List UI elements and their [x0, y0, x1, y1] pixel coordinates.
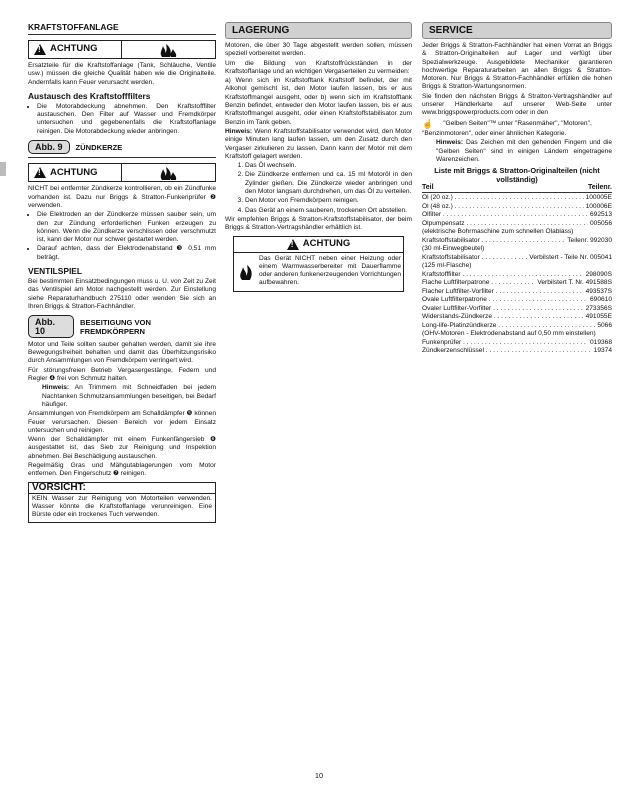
part-number: 692513 — [589, 211, 612, 219]
warning-box-spark — [28, 163, 216, 182]
service-note — [422, 139, 612, 164]
warning-triangle-icon: ! — [34, 167, 46, 178]
table-row — [422, 237, 612, 246]
part-name: Kraftstoffstabilisator . . . — [422, 254, 527, 263]
warning-text: Das Gerät NICHT neben einer Heizung oder einem Warmwasserbereiter mit Dauerflamme oder anderen funkenerzeugenden Vorrichtungen aufbewahren. — [259, 254, 401, 287]
table-row — [422, 322, 612, 331]
part-number: 005056 — [589, 219, 612, 227]
part-number — [610, 262, 612, 271]
warning-box-fuel — [28, 40, 216, 59]
storage-note — [225, 128, 412, 161]
part-name: (30 ml-Einwegbeutel) — [422, 245, 485, 253]
table-row — [422, 254, 612, 263]
parts-table — [422, 194, 612, 356]
part-name: (125 ml-Flasche) — [422, 262, 472, 270]
part-number: 690610 — [589, 296, 612, 304]
section-title-spark-plug: ZÜNDKERZE — [75, 142, 123, 152]
table-row — [422, 288, 612, 297]
note-text: Wenn Kraftstoffstabilisator verwendet wird, den Motor einige Minuten lang laufen lassen, um den Zusatz durch den Vergaser zirkulieren zu lassen. Dann kann der Motor mit dem Kraftstoff gelagert werden. — [225, 127, 412, 160]
storage-steps — [225, 162, 412, 215]
debris-text: Motor und Teile sollten sauber gehalten werden, damit sie ihre Bewegungsfreiheit behalten und damit das Überhitzungsrisiko durch Ansammlungen von Fremdkörpern verringert wird. — [28, 340, 216, 365]
caution-text: KEIN Wasser zur Reinigung von Motorteilen verwenden. Wasser könnte die Kraftstoffanlage verunreinigen. Eine Bürste oder ein trockenes Tuch verwenden. — [32, 494, 212, 519]
parts-table-header — [422, 184, 612, 193]
section-title-valve-clearance: VENTILSPIEL — [28, 266, 82, 277]
table-row — [422, 330, 612, 339]
side-tab-marker — [0, 162, 6, 176]
debris-text: Für störungsfreien Betrieb Vergasergestänge, Federn und Regler ❹ frei von Schmutz halten. — [28, 366, 216, 383]
part-number: Teilenr. 992030 — [567, 236, 612, 244]
part-name: Long-life-Platinzündkerze . . . — [422, 322, 595, 331]
divider — [28, 34, 216, 35]
debris-text: Ansammlungen von Fremdkörpern am Schalldämpfer ❺ können Feuer verursachen. Diesen Bereich vor jedem Einsatz untersuchen und reinigen. — [28, 410, 216, 434]
table-row — [422, 279, 612, 288]
part-number: Verbilstert - Teile Nr. 005041 — [529, 253, 612, 261]
caution-box — [28, 482, 216, 523]
table-row — [422, 339, 612, 348]
list-item: • Darauf achten, dass der Elektrodenabstand ❸ 0,51 mm beträgt. — [37, 245, 216, 262]
part-name: Öl (20 oz.) . . . — [422, 194, 584, 203]
table-row — [422, 220, 612, 229]
note-label: Hinweis: — [436, 139, 464, 147]
yellow-pages-text: "Gelben Seiten"™ unter "Rasenmäher", "Motoren", — [443, 119, 592, 127]
fuel-system-text: Ersatzteile für die Kraftstoffanlage (Tank, Schläuche, Ventile usw.) müssen die gleiche Qualität haben wie die Originalteile. Andernfalls kann Feuer verursacht werden. — [28, 62, 216, 86]
part-number: 273356S — [585, 304, 612, 312]
part-number — [610, 330, 612, 339]
list-item: 1. Das Öl wechseln. — [245, 162, 412, 170]
section-title-service: SERVICE — [422, 22, 612, 39]
part-name: Kraftstoffstabilisator . . . — [422, 237, 565, 246]
part-name: Kraftstofffilter . . . — [422, 271, 584, 280]
note-text: An Trimmern mit Schneidfaden bei jedem Nachtanken Schmutzansammlungen beseitigen, bei Bedarf häufiger. — [42, 384, 216, 408]
table-row — [422, 313, 612, 322]
note-label: Hinweis: — [42, 384, 70, 392]
table-row — [422, 347, 612, 356]
service-text: "Benzinmotoren", oder einer ähnlichen Kategorie. — [422, 129, 567, 137]
walking-fingers-icon: ☝ — [422, 118, 434, 129]
warning-triangle-icon: ! — [287, 239, 299, 250]
debris-text: Regelmäßig Gras und Mähgutablagerungen vom Motor entfernen. Den Fingerschutz ❼ reinigen. — [28, 461, 216, 478]
part-name: Widerstands-Zündkerze . . . — [422, 313, 584, 322]
fuel-filter-list — [28, 103, 216, 136]
part-name: Ölfilter . . . — [422, 211, 588, 220]
debris-note — [28, 384, 216, 409]
caution-title: VORSICHT: — [29, 483, 215, 494]
figure-label: Abb. 9 — [28, 140, 70, 154]
warning-triangle-icon: ! — [34, 44, 46, 55]
divider — [28, 157, 216, 158]
spark-plug-list — [28, 211, 216, 262]
part-number: Verbilstert T. Nr. 491588S — [537, 279, 612, 287]
part-name: Ovale Luftfilterpatrone . . . — [422, 296, 588, 305]
list-item: • Die Motorabdeckung abnehmen. Den Kraftstofffilter austauschen. Den Filter auf Wasser und Fremdkörper untersuchen und gegebenenfalls die Kraftstoffanlage reinigen. Die Motorabdeckung wieder anbringen. — [37, 103, 216, 136]
part-number: 019368 — [589, 338, 612, 346]
table-row — [422, 262, 612, 271]
fire-icon — [122, 43, 215, 57]
column-left — [28, 22, 216, 523]
part-name: (elektrische Bohrmaschine zum schnellen Ölablass) — [422, 228, 574, 236]
part-number: 100006E — [585, 202, 612, 210]
part-number: 491055E — [585, 313, 612, 321]
table-row — [422, 203, 612, 212]
table-row — [422, 228, 612, 237]
table-row — [422, 271, 612, 280]
part-name: Zündkerzenschlüssel . . . — [422, 347, 592, 356]
column-right — [422, 22, 612, 356]
column-middle — [225, 22, 412, 294]
part-number: 100005E — [585, 194, 612, 202]
section-title-kraftstoffanlage: KRAFTSTOFFANLAGE — [28, 22, 119, 32]
service-text: Sie finden den nächsten Briggs & Stratton-Vertragshändler auf unserer Händlerkarte auf unserer Web-Seite unter www.briggspowerproducts.com oder in den — [422, 92, 612, 117]
table-row — [422, 296, 612, 305]
warning-label: ACHTUNG — [50, 43, 98, 55]
part-number — [610, 245, 612, 254]
storage-text: Wir empfehlen Briggs & Stratton-Kraftstoffstabilisator, der beim Briggs & Stratton-Vertragshändler erhältlich ist. — [225, 215, 412, 232]
list-item: 2. Die Zündkerze entfernen und ca. 15 ml Motoröl in den Zylinder gießen. Die Zündkerze wieder anbringen und den Motor langsam durchdrehen, um das Öl zu verteilen. — [245, 171, 412, 196]
part-name: Ölpumpensatz . . . — [422, 220, 588, 229]
part-name: Ovaler Luftfilter-Vorfilter . . . — [422, 305, 584, 314]
part-name: Flacher Luftfilter-Vorfilter . . . — [422, 288, 584, 297]
list-item: 3. Den Motor von Fremdkörpern reinigen. — [245, 197, 412, 205]
list-item: • Die Elektroden an der Zündkerze müssen sauber sein, um den zur Zündung erforderlichen Funken erzeugen zu können. Wenn die Zündkerze verschlissen oder verschmutzt ist, kann der Motor nur schwer gestartet werden. — [37, 211, 216, 244]
parts-list-title: Liste mit Briggs & Stratton-Originalteilen (nicht vollständig) — [434, 166, 600, 185]
table-row — [422, 211, 612, 220]
fire-icon — [236, 255, 256, 289]
warning-box-storage — [233, 236, 404, 292]
part-name: Funkenprüfer . . . — [422, 339, 588, 348]
section-title-storage: LAGERUNG — [225, 22, 412, 39]
part-name: Öl (48 oz.) . . . — [422, 203, 584, 212]
note-label: Hinweis: — [225, 127, 253, 135]
table-row — [422, 245, 612, 254]
section-title-fuel-filter: Austausch des Kraftstofffilters — [28, 90, 151, 101]
table-row — [422, 305, 612, 314]
storage-text: Um die Bildung von Kraftstoffrückständen in der Kraftstoffanlage und an wichtigen Vergaserteilen zu vermeiden: — [225, 59, 412, 75]
yellow-pages-line — [422, 120, 612, 128]
note-text: Das Zeichen mit den gehenden Fingern und die "Gelben Seiten" sind in einigen Ländern eingetragene Warenzeichen. — [436, 139, 612, 163]
fire-icon — [122, 166, 215, 180]
warning-label: ACHTUNG — [302, 237, 351, 249]
column-header-part: Teil — [422, 184, 434, 192]
figure-ref-9 — [28, 140, 216, 154]
valve-clearance-text: Bei bestimmten Einsatzbedingungen muss u. U. von Zeit zu Zeit das Ventilspiel am Motor nachgestellt werden. Zur Einstellung siehe Reparaturhandbuch 275110 oder wenden Sie sich an Ihren Briggs & Stratton-Fachhändler. — [28, 278, 216, 310]
part-number — [610, 228, 612, 237]
debris-text: Wenn der Schalldämpfer mit einem Funkenfängersieb ❻ ausgestattet ist, das Sieb zur Reinigung und Inspektion abnehmen. Bei Beschädigung austauschen. — [28, 436, 216, 460]
spark-plug-text: NICHT bei entfernter Zündkerze kontrollieren, ob ein Zündfunke vorhanden ist. Dazu nur Briggs & Stratton-Funkenprüfer ❷ verwenden. — [28, 185, 216, 209]
storage-text: Motoren, die über 30 Tage abgestellt werden sollen, müssen speziell vorbereitet werden. — [225, 42, 412, 58]
column-header-number: Teilenr. — [588, 184, 612, 192]
figure-ref-10 — [28, 315, 216, 338]
part-number: 298090S — [585, 270, 612, 278]
part-number: 5066 — [597, 321, 612, 329]
table-row — [422, 194, 612, 203]
list-item: 4. Das Gerät an einem sauberen, trockenen Ort abstellen. — [245, 207, 412, 215]
page-number: 10 — [314, 771, 324, 780]
part-name: Flache Luftfilterpatrone . . . — [422, 279, 535, 288]
section-title-debris: BESEITIGUNG VON FREMDKÖRPERN — [80, 317, 151, 336]
figure-label: Abb. 10 — [28, 315, 74, 338]
warning-label: ACHTUNG — [50, 166, 98, 178]
storage-text: a) Wenn sich im Kraftstofftank Kraftstoff befindet, der mit Alkohol gemischt ist, den Motor laufen lassen, bis er aus Kraftstoffmangel ausgeht, oder b) wenn sich im Kraftstofftank Benzin befindet, entweder den Motor laufen lassen, bis er aus Kraftstoffmangel ausgeht, oder einen Kraftstoffstabilisator zum Benzin im Tank geben. — [225, 77, 412, 126]
service-text: Jeder Briggs & Stratton-Fachhändler hat einen Vorrat an Briggs & Stratton-Originalteilen auf Lager und verfügt über Spezialwerkzeuge. Ausgebildete Mechaniker garantieren hochwertige Reparaturarbeiten an allen Briggs & Stratton-Motoren. Nur Briggs & Stratton-Fachhändler erfüllen die hohen Briggs & Stratton-Wartungsnormen. — [422, 42, 612, 91]
part-number: 493537S — [585, 287, 612, 295]
part-number: 19374 — [593, 347, 612, 355]
part-name: (OHV-Motoren - Elektrodenabstand auf 0,50 mm einstellen) — [422, 330, 596, 338]
